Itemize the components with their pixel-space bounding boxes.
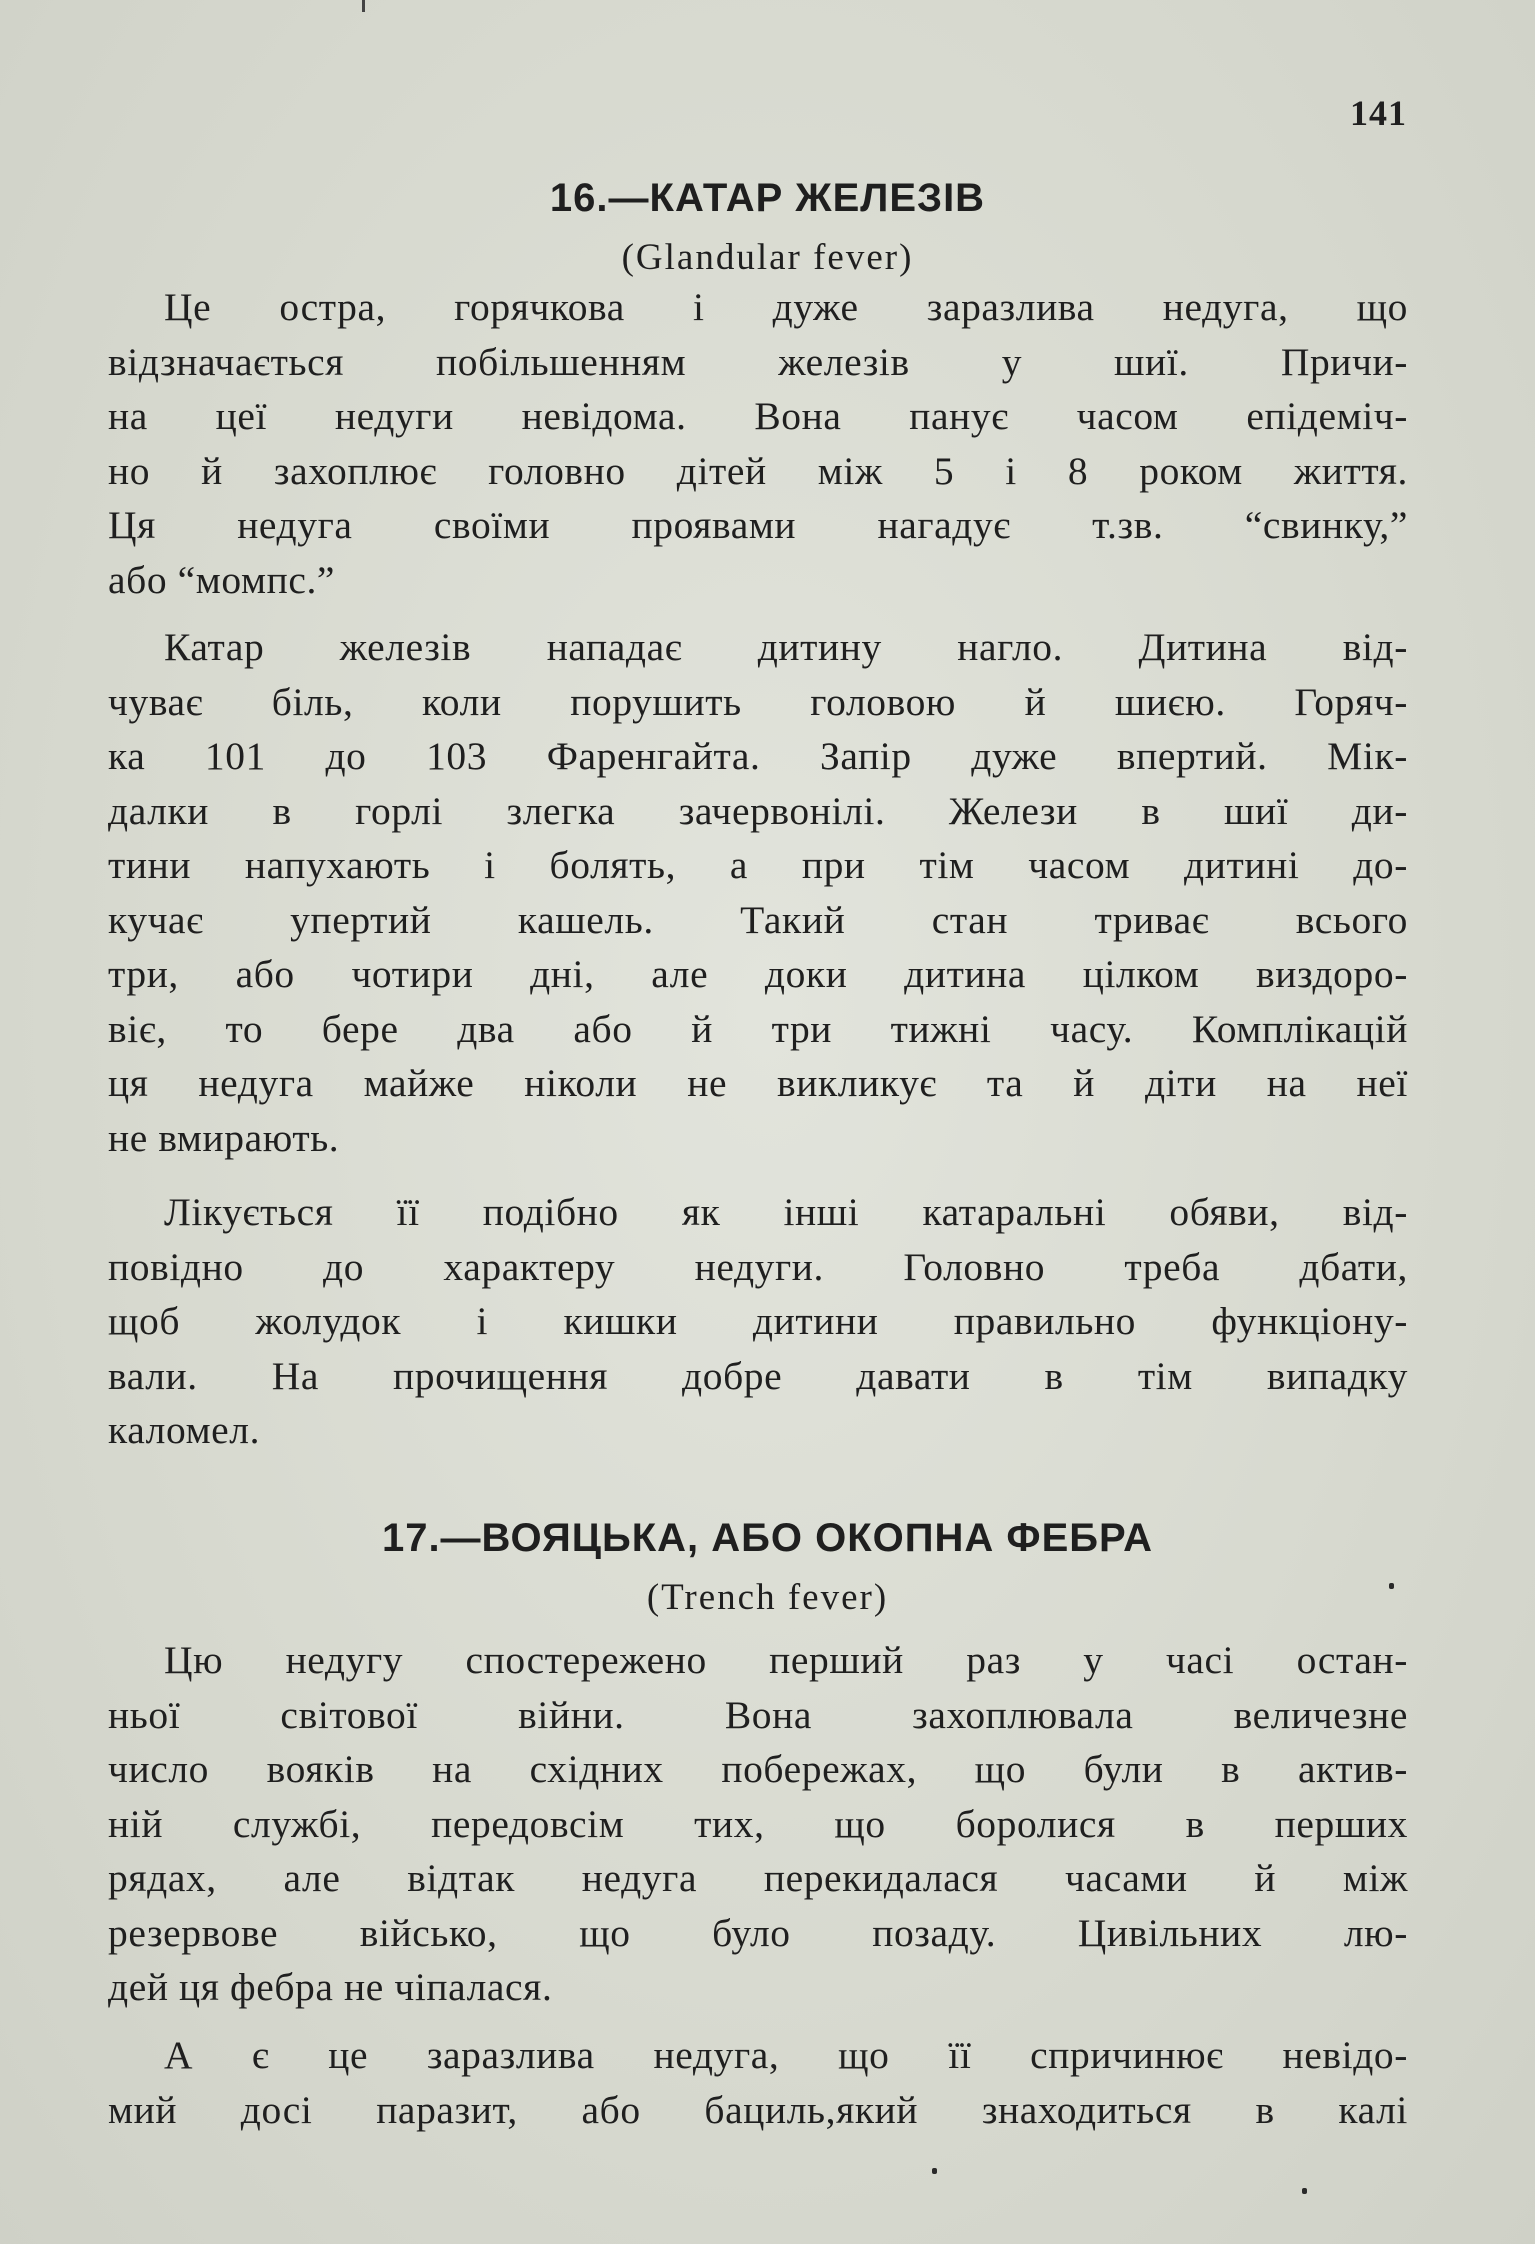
section-16-paragraph-3 <box>108 1185 1408 1458</box>
text-line: мий досі паразит, або бациль,який знаходиться в калі <box>108 2087 1408 2132</box>
print-speck <box>1389 1583 1394 1589</box>
text-line: дей ця фебра не чіпалася. <box>108 1965 553 2009</box>
section-16-paragraph-2 <box>108 620 1408 1165</box>
print-speck <box>1302 2188 1307 2194</box>
text-line: ка 101 до 103 Фаренгайта. Запір дуже впертий. Мік- <box>108 734 1408 778</box>
text-line: Цю недугу спостережено перший раз у часі остан- <box>164 1638 1408 1682</box>
text-line: ньої світової війни. Вона захоплювала величезне <box>108 1692 1408 1737</box>
text-line: но й захоплює головно дітей між 5 і 8 роком життя. <box>108 448 1408 493</box>
text-line: тини напухають і болять, а при тім часом дитині до- <box>108 843 1408 887</box>
text-line: Ця недуга своїми проявами нагадує т.зв. “свинку,” <box>108 503 1408 547</box>
text-line: віє, то бере два або й три тижні часу. Комплікацій <box>108 1006 1408 1051</box>
text-line: Лікується її подібно як інші катаральні обяви, від- <box>164 1190 1408 1234</box>
print-speck <box>932 2168 937 2174</box>
text-line: А є це заразлива недуга, що її спричинює невідо- <box>164 2033 1408 2077</box>
text-line: кучає упертий кашель. Такий стан триває всього <box>108 897 1408 942</box>
section-17-paragraph-2 <box>108 2028 1408 2137</box>
text-line: відзначається побільшенням железів у шиї. Причи- <box>108 339 1408 384</box>
page-top-mark <box>362 0 365 12</box>
text-line: ця недуга майже ніколи не викликує та й діти на неї <box>108 1061 1408 1105</box>
section-17-subheading: (Trench fever) <box>646 1577 889 1618</box>
section-17-heading: 17.—ВОЯЦЬКА, АБО ОКОПНА ФЕБРА <box>381 1516 1154 1560</box>
text-line: три, або чотири дні, але доки дитина цілком виздоро- <box>108 952 1408 996</box>
text-line: ній службі, передовсім тих, що боролися в перших <box>108 1801 1408 1846</box>
section-16-heading: 16.—КАТАР ЖЕЛЕЗІВ <box>549 176 986 220</box>
text-line: Це остра, горячкова і дуже заразлива недуга, що <box>164 285 1408 329</box>
text-line: каломел. <box>108 1408 261 1452</box>
text-line: на цеї недуги невідома. Вона панує часом епідеміч- <box>108 394 1408 438</box>
text-line: резервове військо, що було позаду. Цивільних лю- <box>108 1910 1408 1955</box>
section-17-paragraph-1 <box>108 1633 1408 2015</box>
text-line: не вмирають. <box>108 1115 340 1160</box>
section-16-paragraph-1 <box>108 280 1408 607</box>
section-16-subheading: (Glandular fever) <box>621 237 914 278</box>
text-line: або “момпс.” <box>108 557 336 602</box>
text-line: повідно до характеру недуги. Головно треба дбати, <box>108 1244 1408 1289</box>
text-line: рядах, але відтак недуга перекидалася часами й між <box>108 1856 1408 1900</box>
text-line: Катар железів нападає дитину нагло. Дитина від- <box>164 625 1408 669</box>
text-line: далки в горлі злегка зачервонілі. Желези в шиї ди- <box>108 788 1408 833</box>
page-number: 141 <box>1350 93 1407 133</box>
text-line: щоб жолудок і кишки дитини правильно функціону- <box>108 1299 1408 1343</box>
text-line: вали. На прочищення добре давати в тім випадку <box>108 1353 1408 1398</box>
text-line: число вояків на східних побережах, що були в актив- <box>108 1747 1408 1791</box>
text-line: чуває біль, коли порушить головою й шиєю. Горяч- <box>108 679 1408 724</box>
